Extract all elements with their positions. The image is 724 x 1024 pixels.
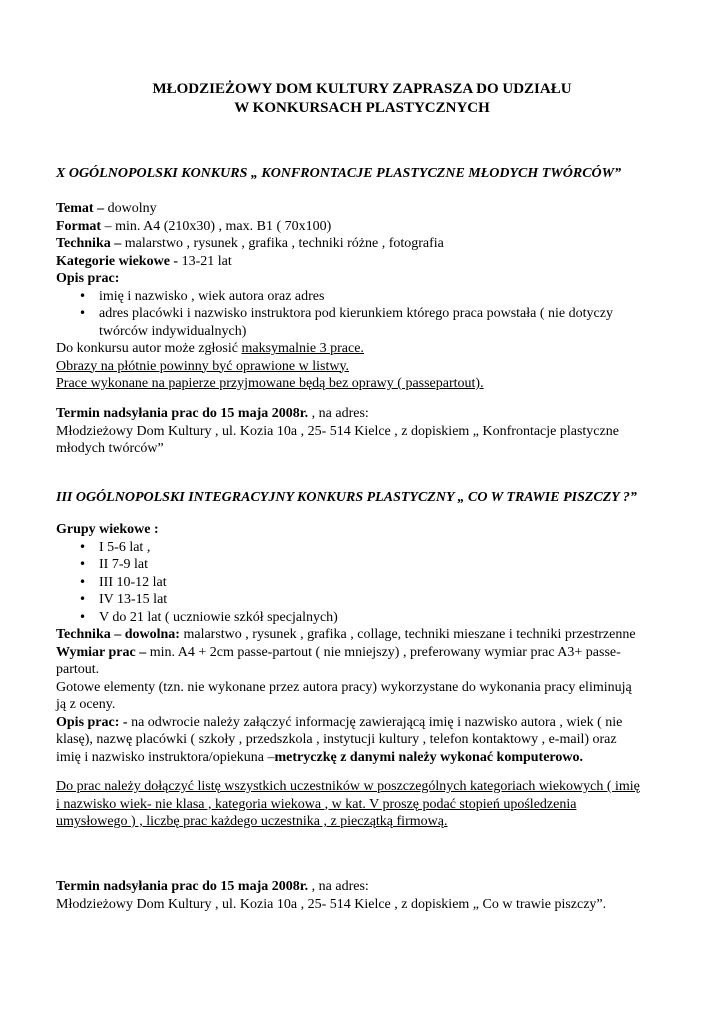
list-item: • adres placówki i nazwisko instruktora pod kierunkiem którego praca powstała ( nie dotyczy [56,305,676,323]
list-item: • I 5-6 lat , [56,539,676,557]
contest-2-heading-block [56,489,676,507]
kategorie-value: 13-21 lat [178,253,232,269]
lista-line-3: umysłowego ) , liczbę prac każdego uczestnika , z pieczątką firmową. [56,814,448,829]
contest-2-details [56,521,676,766]
list-item: • II 7-9 lat [56,556,676,574]
wymiar-label: Wymiar prac – [56,644,147,660]
opis2-line-2: klasę), nazwę placówki ( szkoły , przedszkola , instytucji kultury , telefon kontaktowy , e-mail) oraz [56,732,617,747]
termin-line [56,405,676,423]
wymiar-line-2: partout. [56,662,100,677]
termin2-rest: , na adres: [308,879,369,894]
list-item: • imię i nazwisko , wiek autora oraz adres [56,288,676,306]
rule-obrazy: Obrazy na płótnie powinny być oprawione w listwy. [56,358,350,374]
contest-1-termin [56,405,676,458]
rule1-underlined: maksymalnie 3 prace. [241,341,364,356]
termin-bold: Termin nadsyłania prac do 15 maja 2008r. [56,406,309,421]
technika2-value: malarstwo , rysunek , grafika , collage, techniki mieszane i techniki przestrzenne [179,627,636,642]
contest-1-heading: X OGÓLNOPOLSKI KONKURS „ KONFRONTACJE PLASTYCZNE MŁODYCH TWÓRCÓW” [56,166,622,181]
gotowe-line-2: ją z oceny. [56,697,116,712]
opis2-line3-plain: imię i nazwisko instruktora/opiekuna – [56,749,275,765]
gotowe-line-1: Gotowe elementy (tzn. nie wykonane przez autora pracy) wykorzystane do wykonania pracy eliminują [56,679,632,695]
temat-line [56,200,676,218]
page-title [0,80,724,118]
title-line-1: MŁODZIEŻOWY DOM KULTURY ZAPRASZA DO UDZIAŁU [152,81,572,97]
temat-value: dowolny [104,201,157,216]
title-line-2: W KONKURSACH PLASTYCZNYCH [234,100,490,116]
grupy-label: Grupy wiekowe : [56,522,159,537]
temat-label: Temat – [56,201,105,216]
wymiar-value: min. A4 + 2cm passe-partout ( nie mniejszy) , preferowany wymiar prac A3+ passe- [146,644,621,660]
opis2-line-3 [56,749,676,767]
kategorie-line [56,253,676,271]
technika-label: Technika – [56,236,122,251]
opis2-line3-bold: metryczkę z danymi należy wykonać komputerowo. [274,749,584,765]
technika2-label: Technika – dowolna: [56,627,180,642]
format-value: – min. A4 (210x30) , max. B1 ( 70x100) [101,218,332,234]
opis2-value: na odwrocie należy załączyć informację zawierającą imię i nazwisko autora , wiek ( nie [127,714,623,730]
format-line [56,218,676,236]
opis-label: Opis prac: [56,271,120,286]
termin-rest: , na adres: [308,406,369,421]
list-item-continuation: twórców indywidualnych) [99,323,247,339]
list-item: • IV 13-15 lat [56,591,676,609]
opis2-label: Opis prac: - [56,714,128,730]
grupy-list [56,539,676,627]
contest-2-lista [56,778,676,831]
rule1-text: Do konkursu autor może zgłosić [56,341,242,356]
address-line-2: młodych twórców” [56,441,164,456]
contest-2-termin [56,878,676,913]
technika-value: malarstwo , rysunek , grafika , techniki różne , fotografia [121,236,444,251]
wymiar-line [56,644,676,662]
rule-max-prace [56,340,676,358]
rule-papier: Prace wykonane na papierze przyjmowane będą bez oprawy ( passepartout). [56,376,484,391]
termin2-line [56,878,676,896]
termin2-bold: Termin nadsyłania prac do 15 maja 2008r. [56,879,309,894]
technika-line [56,235,676,253]
list-item: • V do 21 lat ( uczniowie szkół specjalnych) [56,609,676,627]
contest-1-heading-block [56,165,676,183]
lista-line-1: Do prac należy dołączyć listę wszystkich uczestników w poszczególnych kategoriach wiekowych ( imię [56,779,640,794]
format-label: Format [56,218,102,234]
contest-1-details [56,200,676,393]
address2-line-1: Młodzieżowy Dom Kultury , ul. Kozia 10a , 25- 514 Kielce , z dopiskiem „ Co w trawie piszczy”. [56,896,607,912]
opis-list [56,288,676,323]
kategorie-label: Kategorie wiekowe - [56,253,179,269]
technika2-line [56,626,676,644]
contest-2-heading: III OGÓLNOPOLSKI INTEGRACYJNY KONKURS PLASTYCZNY „ CO W TRAWIE PISZCZY ?” [56,490,637,505]
lista-line-2: i nazwisko wiek- nie klasa , kategoria wiekowa , w kat. V proszę podać stopień upośledzenia [56,796,577,812]
list-item: • III 10-12 lat [56,574,676,592]
address-line-1: Młodzieżowy Dom Kultury , ul. Kozia 10a , 25- 514 Kielce , z dopiskiem „ Konfrontacje plastyczne [56,423,619,439]
opis2-line-1 [56,714,676,732]
